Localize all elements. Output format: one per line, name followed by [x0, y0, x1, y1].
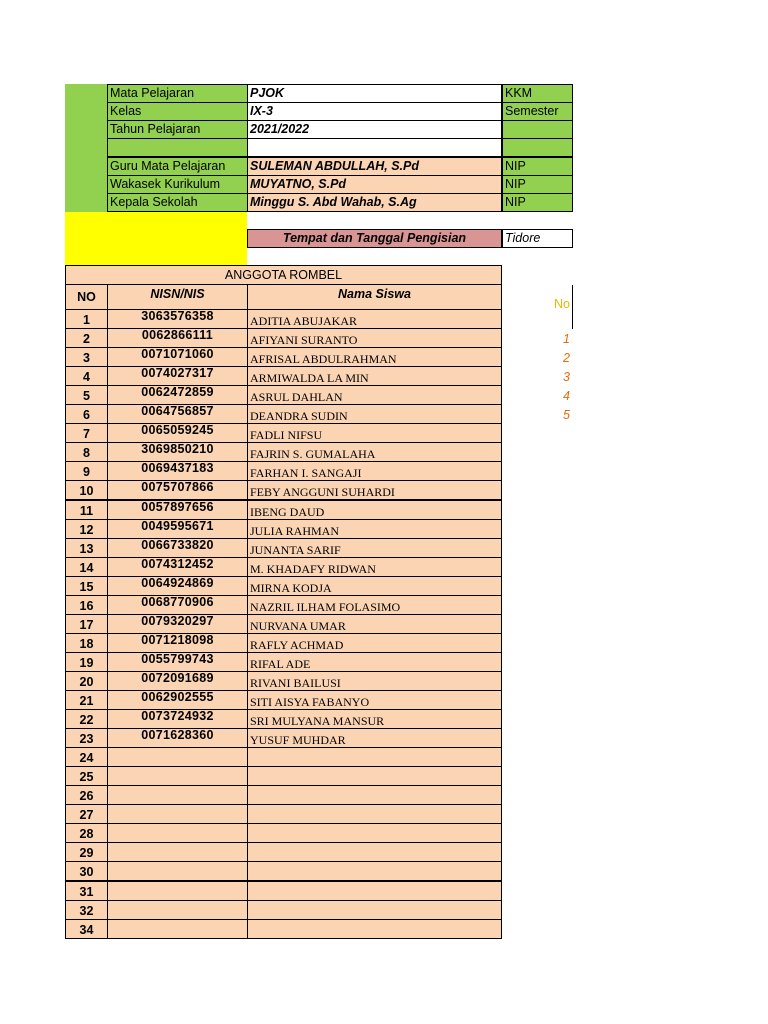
row-nama	[247, 747, 502, 767]
row-nisn: 3069850210	[107, 442, 248, 462]
row-nisn	[107, 766, 248, 786]
header-value[interactable]: IX-3	[247, 102, 502, 121]
row-nisn: 0068770906	[107, 595, 248, 615]
row-no: 9	[65, 461, 108, 481]
row-no: 34	[65, 919, 108, 939]
header-label: Wakasek Kurikulum	[107, 175, 248, 194]
table-title: ANGGOTA ROMBEL	[65, 265, 502, 285]
row-no: 3	[65, 347, 108, 367]
header-label: Tahun Pelajaran	[107, 120, 248, 139]
row-nisn: 3063576358	[107, 309, 248, 329]
row-nama: NAZRIL ILHAM FOLASIMO	[247, 595, 502, 615]
side-no-header: No	[554, 297, 570, 311]
row-nisn: 0062472859	[107, 385, 248, 405]
header-value[interactable]: MUYATNO, S.Pd	[247, 175, 502, 194]
row-no: 13	[65, 538, 108, 558]
row-nama: IBENG DAUD	[247, 500, 502, 520]
header-value[interactable]: SULEMAN ABDULLAH, S.Pd	[247, 157, 502, 176]
row-no: 24	[65, 747, 108, 767]
row-nama: ADITIA ABUJAKAR	[247, 309, 502, 329]
row-nisn	[107, 919, 248, 939]
row-no: 2	[65, 328, 108, 348]
side-number: 3	[563, 370, 570, 384]
row-no: 26	[65, 785, 108, 805]
header-value[interactable]: PJOK	[247, 84, 502, 103]
header-label: Mata Pelajaran	[107, 84, 248, 103]
row-nama: FEBY ANGGUNI SUHARDI	[247, 480, 502, 500]
row-nama: MIRNA KODJA	[247, 576, 502, 596]
side-number: 5	[563, 408, 570, 422]
row-nisn	[107, 861, 248, 881]
row-nisn	[107, 804, 248, 824]
side-number: 2	[563, 351, 570, 365]
header-right: NIP	[502, 175, 573, 194]
row-no: 29	[65, 842, 108, 862]
row-nisn	[107, 900, 248, 920]
row-nama: M. KHADAFY RIDWAN	[247, 557, 502, 577]
row-no: 27	[65, 804, 108, 824]
row-nama: SRI MULYANA MANSUR	[247, 709, 502, 729]
row-no: 15	[65, 576, 108, 596]
tempat-value[interactable]: Tidore	[502, 229, 573, 248]
row-nama	[247, 881, 502, 901]
row-nisn	[107, 823, 248, 843]
row-nama	[247, 861, 502, 881]
row-nisn: 0049595671	[107, 519, 248, 539]
header-green-strip	[65, 84, 107, 212]
row-nisn: 0064924869	[107, 576, 248, 596]
row-no: 20	[65, 671, 108, 691]
row-no: 12	[65, 519, 108, 539]
row-nisn: 0055799743	[107, 652, 248, 672]
header-right: KKM	[502, 84, 573, 103]
row-no: 23	[65, 728, 108, 748]
row-no: 14	[65, 557, 108, 577]
row-nama: AFRISAL ABDULRAHMAN	[247, 347, 502, 367]
row-no: 32	[65, 900, 108, 920]
row-nisn	[107, 842, 248, 862]
row-nama	[247, 919, 502, 939]
row-no: 18	[65, 633, 108, 653]
row-nisn: 0065059245	[107, 423, 248, 443]
row-nama: JUNANTA SARIF	[247, 538, 502, 558]
header-right	[502, 138, 573, 157]
row-nisn	[107, 747, 248, 767]
row-no: 21	[65, 690, 108, 710]
row-nisn: 0074312452	[107, 557, 248, 577]
row-nama	[247, 804, 502, 824]
header-label: Kelas	[107, 102, 248, 121]
header-value[interactable]: Minggu S. Abd Wahab, S.Ag	[247, 193, 502, 212]
row-no: 16	[65, 595, 108, 615]
row-nama: FARHAN I. SANGAJI	[247, 461, 502, 481]
row-no: 6	[65, 404, 108, 424]
col-header-nama: Nama Siswa	[247, 284, 502, 310]
row-nama	[247, 785, 502, 805]
row-no: 22	[65, 709, 108, 729]
row-no: 5	[65, 385, 108, 405]
row-nama	[247, 842, 502, 862]
row-no: 30	[65, 861, 108, 881]
row-nama: DEANDRA SUDIN	[247, 404, 502, 424]
header-value[interactable]	[247, 138, 502, 157]
row-nisn: 0057897656	[107, 500, 248, 520]
row-nisn: 0071628360	[107, 728, 248, 748]
row-nama: YUSUF MUHDAR	[247, 728, 502, 748]
side-number: 1	[563, 332, 570, 346]
row-no: 19	[65, 652, 108, 672]
col-header-no: NO	[65, 284, 108, 310]
tempat-label: Tempat dan Tanggal Pengisian	[247, 229, 502, 248]
row-no: 31	[65, 881, 108, 901]
row-nisn: 0079320297	[107, 614, 248, 634]
row-nama: AFIYANI SURANTO	[247, 328, 502, 348]
side-divider	[572, 285, 573, 329]
row-nama: RAFLY ACHMAD	[247, 633, 502, 653]
row-no: 17	[65, 614, 108, 634]
col-header-nisn: NISN/NIS	[107, 284, 248, 310]
row-nama	[247, 823, 502, 843]
row-nisn: 0074027317	[107, 366, 248, 386]
row-nisn: 0073724932	[107, 709, 248, 729]
header-right	[502, 120, 573, 139]
row-nama: ASRUL DAHLAN	[247, 385, 502, 405]
row-nisn: 0069437183	[107, 461, 248, 481]
row-nama: RIFAL ADE	[247, 652, 502, 672]
row-no: 10	[65, 480, 108, 500]
header-label: Guru Mata Pelajaran	[107, 157, 248, 176]
row-no: 28	[65, 823, 108, 843]
row-nisn: 0064756857	[107, 404, 248, 424]
yellow-block	[65, 212, 247, 266]
row-nama: SITI AISYA FABANYO	[247, 690, 502, 710]
row-no: 4	[65, 366, 108, 386]
row-nisn	[107, 785, 248, 805]
row-nama: NURVANA UMAR	[247, 614, 502, 634]
header-value[interactable]: 2021/2022	[247, 120, 502, 139]
row-no: 11	[65, 500, 108, 520]
row-nisn: 0062902555	[107, 690, 248, 710]
row-nisn: 0062866111	[107, 328, 248, 348]
header-right: NIP	[502, 157, 573, 176]
row-nama: RIVANI BAILUSI	[247, 671, 502, 691]
header-right: Semester	[502, 102, 573, 121]
row-nisn: 0075707866	[107, 480, 248, 500]
row-nama: FADLI NIFSU	[247, 423, 502, 443]
row-nama: FAJRIN S. GUMALAHA	[247, 442, 502, 462]
header-label: Kepala Sekolah	[107, 193, 248, 212]
row-no: 1	[65, 309, 108, 329]
row-no: 25	[65, 766, 108, 786]
side-number: 4	[563, 389, 570, 403]
row-nama	[247, 900, 502, 920]
header-right: NIP	[502, 193, 573, 212]
row-nisn: 0072091689	[107, 671, 248, 691]
row-nama: JULIA RAHMAN	[247, 519, 502, 539]
row-nisn: 0071218098	[107, 633, 248, 653]
row-nisn: 0066733820	[107, 538, 248, 558]
row-nama	[247, 766, 502, 786]
row-nisn	[107, 881, 248, 901]
row-nama: ARMIWALDA LA MIN	[247, 366, 502, 386]
header-label	[107, 138, 248, 157]
row-no: 8	[65, 442, 108, 462]
row-nisn: 0071071060	[107, 347, 248, 367]
row-no: 7	[65, 423, 108, 443]
